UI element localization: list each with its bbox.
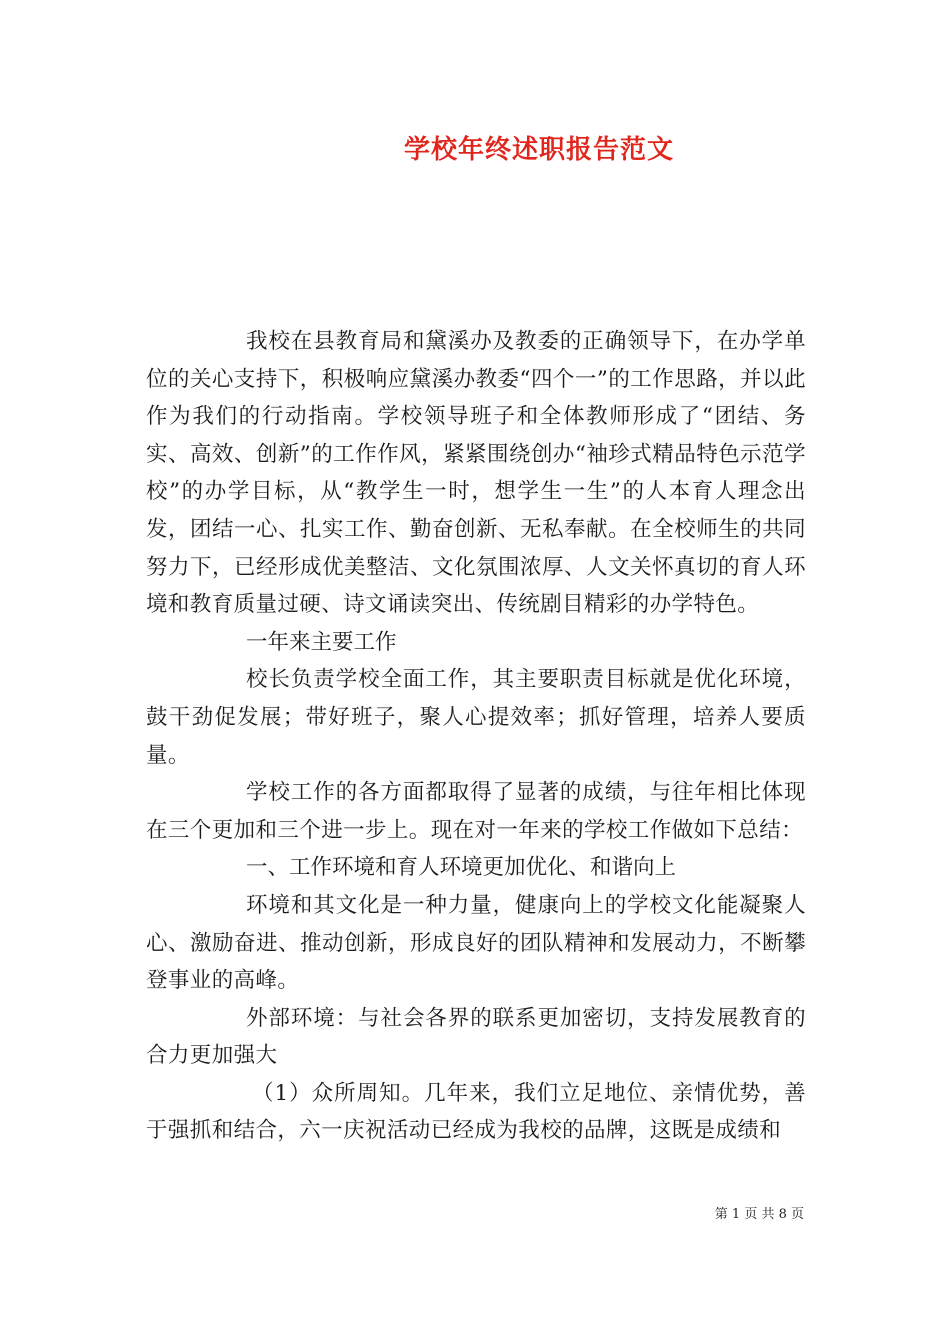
paragraph-item-1: （1）众所周知。几年来，我们立足地位、亲情优势，善于强抓和结合，六一庆祝活动已经成为我校的品牌，这既是成绩和 xyxy=(146,1080,806,1144)
document-title: 学校年终述职报告范文 xyxy=(403,135,674,165)
paragraph-external-environment: 外部环境：与社会各界的联系更加密切，支持发展教育的合力更加强大 xyxy=(146,1005,806,1069)
paragraph-achievements: 学校工作的各方面都取得了显著的成绩，与往年相比体现在三个更加和三个进一步上。现在对一年来的学校工作做如下总结： xyxy=(146,780,806,843)
document-body xyxy=(146,323,806,1150)
section-heading-environment: 一、工作环境和育人环境更加优化、和谐向上 xyxy=(246,855,677,881)
section-heading-main-work: 一年来主要工作 xyxy=(246,629,397,655)
page-number: 第 1 页 共 8 页 xyxy=(714,1207,804,1222)
paragraph-intro: 我校在县教育局和黛溪办及教委的正确领导下，在办学单位的关心支持下，积极响应黛溪办教委“四个一”的工作思路，并以此作为我们的行动指南。学校领导班子和全体教师形成了“团结、务实、高效、创新”的工作作风，紧紧围绕创办“袖珍式精品特色示范学校”的办学目标，从“教学生一时，想学生一生”的人本育人理念出发，团结一心、扎实工作、勤奋创新、无私奉献。在全校师生的共同努力下，已经形成优美整洁、文化氛围浓厚、人文关怀真切的育人环境和教育质量过硬、诗文诵读突出、传统剧目精彩的办学特色。 xyxy=(146,329,806,618)
paragraph-culture: 环境和其文化是一种力量，健康向上的学校文化能凝聚人心、激励奋进、推动创新，形成良好的团队精神和发展动力，不断攀登事业的高峰。 xyxy=(146,892,806,994)
paragraph-principal-duties: 校长负责学校全面工作，其主要职责目标就是优化环境，鼓干劲促发展；带好班子，聚人心提效率；抓好管理，培养人要质量。 xyxy=(146,667,806,768)
